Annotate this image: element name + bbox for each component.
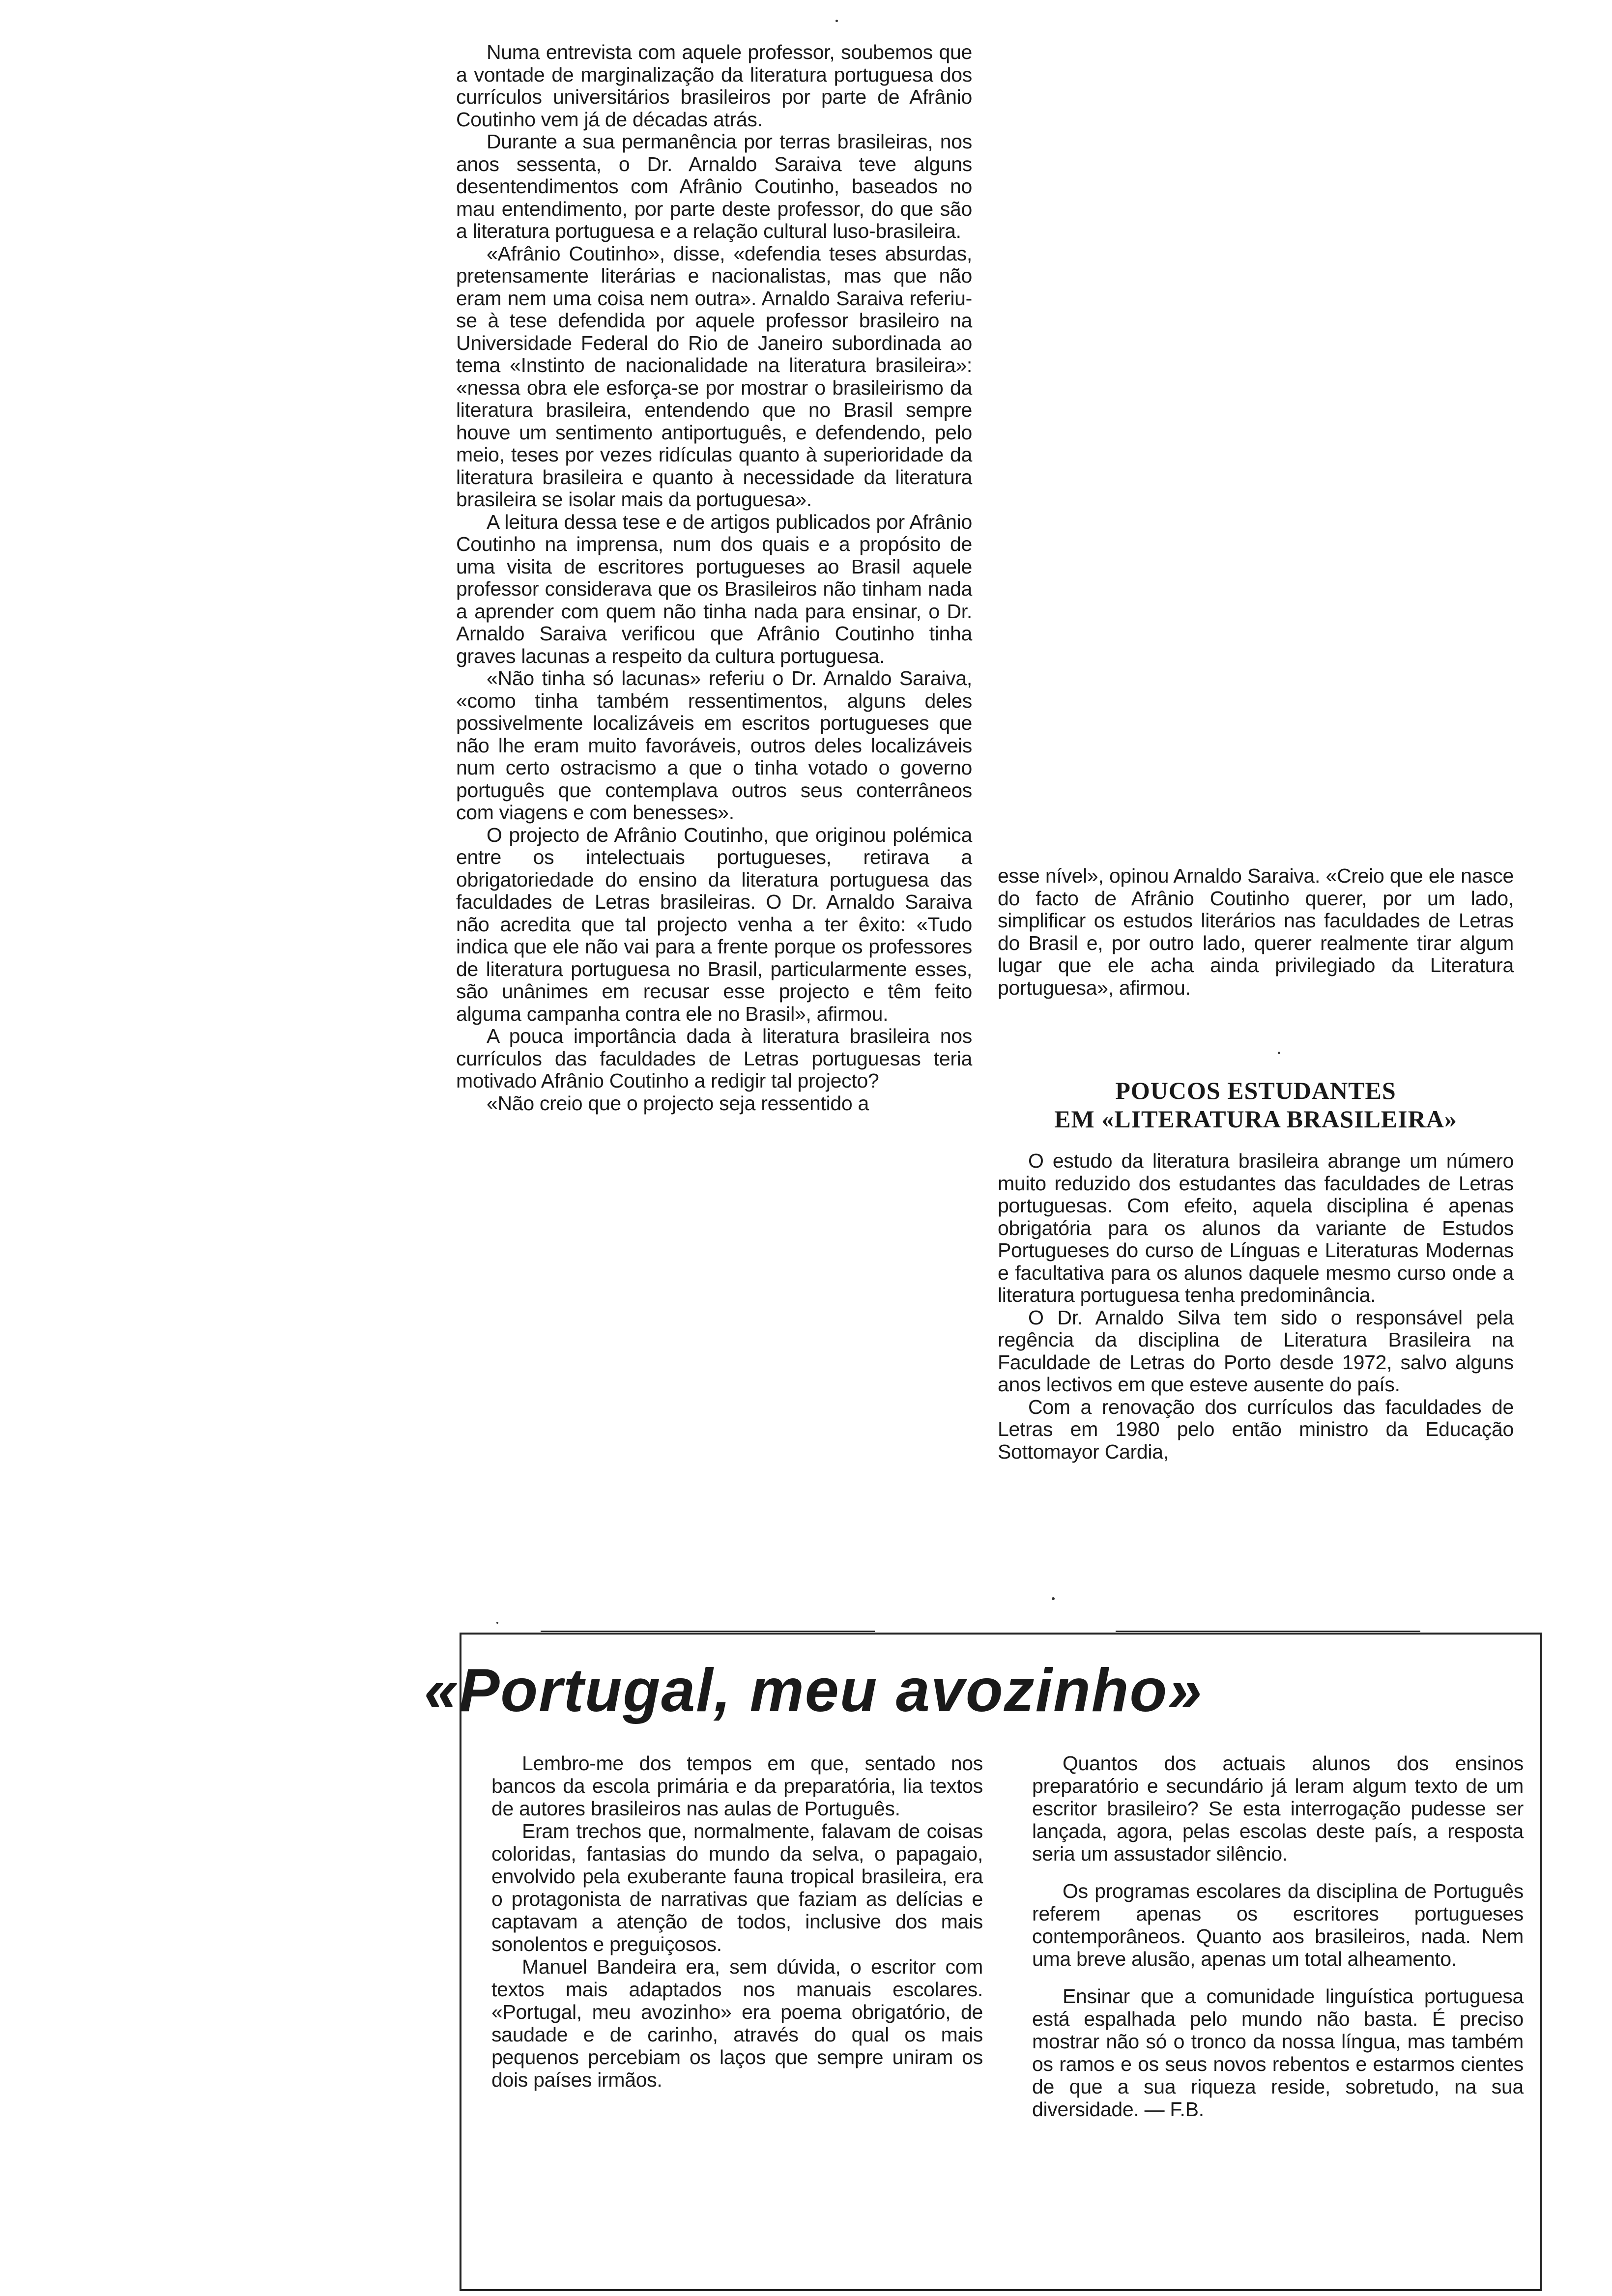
box-left-column	[491, 1752, 983, 2091]
scan-speck	[835, 20, 838, 22]
paragraph: O projecto de Afrânio Coutinho, que originou polémica entre os intelectuais portugueses, retirava a obrigatoriedade do ensino da literatura portuguesa das faculdades de Letras brasileiras. O Dr. Arnaldo Saraiva não acredita que tal projecto venha a ter êxito: «Tudo indica que ele não vai para a frente porque os professores de literatura portuguesa no Brasil, particularmente esses, são unânimes em recusar esse projecto e têm feito alguma campanha contra ele no Brasil», afirmou.	[456, 823, 972, 1025]
box-title: «Portugal, meu avozinho»	[424, 1657, 1203, 1724]
paragraph: O estudo da literatura brasileira abrange um número muito reduzido dos estudantes das faculdades de Letras portuguesas. Com efeito, aquela disciplina é apenas obrigatória para os alunos da variante de Estudos Portugueses do curso de Línguas e Literaturas Modernas e facultativa para os alunos daquele mesmo curso onde a literatura portuguesa tenha predominância.	[998, 1149, 1514, 1306]
paragraph: Eram trechos que, normalmente, falavam de coisas coloridas, fantasias do mundo da selva, o papagaio, envolvido pela exuberante fauna tropical brasileira, era o protagonista de narrativas que faziam as delícias e captavam a atenção de todos, inclusive dos mais sonolentos e preguiçosos.	[491, 1820, 983, 1955]
separator-line-right	[1116, 1631, 1420, 1632]
paragraph: Durante a sua permanência por terras brasileiras, nos anos sessenta, o Dr. Arnaldo Saraiva teve alguns desentendimentos com Afrânio Coutinho, baseados no mau entendimento, por parte deste professor, do que são a literatura portuguesa e a relação cultural luso-brasileira.	[456, 130, 972, 242]
article-left-column	[456, 41, 972, 1115]
paragraph: Manuel Bandeira era, sem dúvida, o escritor com textos mais adaptados nos manuais escolares. «Portugal, meu avozinho» era poema obrigatório, de saudade e de carinho, através do qual os mais pequenos percebiam os laços que sempre uniram os dois países irmãos.	[491, 1955, 983, 2091]
paragraph: Lembro-me dos tempos em que, sentado nos bancos da escola primária e da preparatória, lia textos de autores brasileiros nas aulas de Português.	[491, 1752, 983, 1820]
paragraph: A pouca importância dada à literatura brasileira nos currículos das faculdades de Letras portuguesas teria motivado Afrânio Coutinho a redigir tal projecto?	[456, 1025, 972, 1092]
separator-line-left	[541, 1631, 875, 1632]
paragraph: A leitura dessa tese e de artigos publicados por Afrânio Coutinho na imprensa, num dos quais e a propósito de uma visita de escritores portugueses ao Brasil aquele professor considerava que os Brasileiros não tinham nada a aprender com quem não tinha nada para ensinar, o Dr. Arnaldo Saraiva verificou que Afrânio Coutinho tinha graves lacunas a respeito da cultura portuguesa.	[456, 510, 972, 667]
paragraph: O Dr. Arnaldo Silva tem sido o responsável pela regência da disciplina de Literatura Brasileira na Faculdade de Letras do Porto desde 1972, salvo alguns anos lectivos em que esteve ausente do país.	[998, 1306, 1514, 1396]
article-right-column	[998, 1150, 1514, 1463]
box-right-column	[1032, 1752, 1524, 2121]
article-right-column-continuation	[998, 865, 1514, 999]
subheading-line-1: POUCOS ESTUDANTES	[1115, 1077, 1396, 1104]
paragraph: Os programas escolares da disciplina de Português referem apenas os escritores portugueses contemporâneos. Quanto aos brasileiros, nada. Nem uma breve alusão, apenas um total alheamento.	[1032, 1880, 1524, 1970]
subheading-line-2: EM «LITERATURA BRASILEIRA»	[1054, 1105, 1457, 1133]
scan-speck	[1278, 1052, 1280, 1054]
scan-speck	[496, 1622, 498, 1624]
paragraph: Quantos dos actuais alunos dos ensinos preparatório e secundário já leram algum texto de um escritor brasileiro? Se esta interrogação pudesse ser lançada, agora, pelas escolas deste país, a resposta seria um assustador silêncio.	[1032, 1752, 1524, 1865]
paragraph: «Não tinha só lacunas» referiu o Dr. Arnaldo Saraiva, «como tinha também ressentimentos, alguns deles possivelmente localizáveis em escritos portugueses que não lhe eram muito favoráveis, outros deles localizáveis num certo ostracismo a que o tinha votado o governo português que contemplava outros seus conterrâneos com viagens e com benesses».	[456, 667, 972, 824]
paragraph: esse nível», opinou Arnaldo Saraiva. «Creio que ele nasce do facto de Afrânio Coutinho querer, por um lado, simplificar os estudos literários nas faculdades de Letras do Brasil e, por outro lado, querer realmente tirar algum lugar que ele acha ainda privilegiado da Literatura portuguesa», afirmou.	[998, 864, 1514, 999]
scan-speck	[1052, 1597, 1055, 1600]
paragraph: «Não creio que o projecto seja ressentido a	[487, 1091, 869, 1115]
subheading	[998, 1076, 1514, 1133]
paragraph: «Afrânio Coutinho», disse, «defendia teses absurdas, pretensamente literárias e nacionalistas, mas que não eram nem uma coisa nem outra». Arnaldo Saraiva referiu-se à tese defendida por aquele professor brasileiro na Universidade Federal do Rio de Janeiro subordinada ao tema «Instinto de nacionalidade na literatura brasileira»: «nessa obra ele esforça-se por mostrar o brasileirismo da literatura brasileira, entendendo que no Brasil sempre houve um sentimento antiportuguês, e defendendo, pelo meio, teses por vezes ridículas quanto à superioridade da literatura brasileira e quanto à necessidade da literatura brasileira se isolar mais da portuguesa».	[456, 242, 972, 511]
paragraph: Com a renovação dos currículos das faculdades de Letras em 1980 pelo então ministro da Educação Sottomayor Cardia,	[998, 1395, 1514, 1463]
paragraph: Ensinar que a comunidade linguística portuguesa está espalhada pelo mundo não basta. É preciso mostrar não só o tronco da nossa língua, mas também os ramos e os seus novos rebentos e estarmos cientes de que a sua riqueza reside, sobretudo, na sua diversidade. — F.B.	[1032, 1985, 1524, 2121]
paragraph: Numa entrevista com aquele professor, soubemos que a vontade de marginalização da literatura portuguesa dos currículos universitários brasileiros por parte de Afrânio Coutinho vem já de décadas atrás.	[456, 41, 972, 131]
